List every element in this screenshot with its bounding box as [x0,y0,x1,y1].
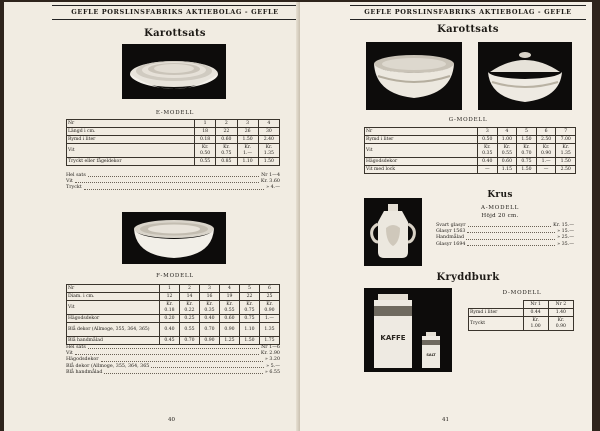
f-model-label: F-MODELL [156,273,194,279]
e-model-label: E-MODELL [155,110,195,116]
page-number: 41 [442,417,449,423]
line-value: Kr. 15.— [553,223,574,228]
list-item [66,370,280,376]
table-row [67,158,280,166]
f-model-bowls-photo [122,212,226,264]
price-cell: 0.40 [478,158,498,166]
krus-prices [436,223,574,248]
line-value: Kr. 3.60 [260,179,280,185]
row-label: Längd i cm. [67,128,195,136]
table-cell: 1.50 [517,136,537,144]
price-cell: 0.45 [160,337,180,345]
row-label: Tryckt eller fågeldekor [67,158,195,166]
page-number: 40 [168,417,175,423]
table-cell: 14 [180,293,200,301]
price-cell: — [478,166,498,174]
price-cell: 1.— [260,315,280,323]
table-cell: 0.60 [216,136,237,144]
decorated-bowl-image [366,42,462,110]
table-row [67,301,280,315]
table-header: Nr 1 [523,301,548,309]
line-label: Svart glasyr [436,223,466,228]
price-cell: 0.90 [200,337,220,345]
line-value: Nr 1—6 [261,345,280,350]
table-row [67,323,280,337]
row-label: Blå handmålad [67,337,160,345]
price-cell: 0.70 [200,323,220,337]
kryddburk-model-label: D-MODELL [502,290,542,296]
row-label: Diam. i cm. [67,293,160,301]
table-cell: 6 [536,128,556,136]
table-cell: 1.00 [497,136,517,144]
list-item [436,242,574,248]
row-label: Tryckt [469,317,524,331]
g-model-bowl-photo [366,42,462,110]
row-label: Rymd i liter [67,136,195,144]
line-label: Vit [66,351,73,357]
line-value: » 4.— [266,185,280,191]
left-page-header: GEFLE PORSLINSFABRIKS AKTIEBOLAG - GEFLE [52,5,298,20]
table-row [67,144,280,158]
table-cell: 4 [258,120,279,128]
price-cell: Kr. 1.35 [556,144,576,158]
jar-label-kaffe: KAFFE [380,334,406,342]
price-cell: 0.55 [180,323,200,337]
table-cell: 7.00 [556,136,576,144]
kryddburk-title: Kryddburk [436,272,500,283]
row-label: Vit med lock [365,166,478,174]
row-label: Rymd i liter [469,309,524,317]
price-cell: 0.60 [220,315,240,323]
price-cell: 0.25 [180,315,200,323]
row-label: Vit [365,144,478,158]
price-cell: 0.70 [180,337,200,345]
line-value: » 5.— [266,363,280,369]
row-label: Nr [365,128,478,136]
table-cell: 2.50 [536,136,556,144]
table-cell: 4 [220,285,240,293]
row-label: Vit [67,301,160,315]
line-value: Kr. 2.90 [260,351,280,357]
table-row [469,309,574,317]
table-row [67,285,280,293]
price-cell: Kr. 0.70 [517,144,537,158]
price-cell: Kr. 1.— [237,144,258,158]
table-row [365,158,576,166]
row-label: Nr [67,285,160,293]
e-model-set-prices [66,173,280,192]
price-cell: 0.85 [216,158,237,166]
lidded-bowl-image [478,42,572,110]
line-label: Glasyr 1694 [436,241,466,247]
table-cell: 3 [237,120,258,128]
table-cell: 0.50 [478,136,498,144]
right-page-header: GEFLE PORSLINSFABRIKS AKTIEBOLAG - GEFLE [350,5,586,20]
table-cell: 1.40 [548,309,573,317]
table-row [67,120,280,128]
table-cell: 2 [216,120,237,128]
table-row [365,128,576,136]
krus-model-label: A-MODELL [480,205,520,211]
table-cell: 2 [180,285,200,293]
line-label: Tryckt [66,185,82,191]
table-cell: 3 [478,128,498,136]
price-cell: 0.40 [200,315,220,323]
line-value: » 15.— [557,229,574,235]
table-row [67,128,280,136]
price-cell: 0.75 [517,158,537,166]
price-cell: 2.50 [556,166,576,174]
jar-label-salt: SALT [426,353,436,357]
table-cell: 26 [237,128,258,136]
price-cell: 1.50 [240,337,260,345]
line-value: Nr 1—4 [261,173,280,178]
price-cell: Kr. 0.75 [216,144,237,158]
row-label: Vit [67,144,195,158]
e-model-table [66,119,280,166]
table-cell: 19 [220,293,240,301]
line-label: Hägodsdekor [66,357,99,363]
krus-height: Höjd 20 cm. [481,213,519,219]
spice-jars-image [364,288,452,372]
price-cell: Kr. 0.35 [200,301,220,315]
price-cell: 0.55 [195,158,216,166]
table-cell: 25 [260,293,280,301]
jug-image [364,198,422,266]
price-cell: 0.40 [160,323,180,337]
price-cell: 1.— [536,158,556,166]
price-cell: Kr. 0.35 [478,144,498,158]
line-label: Handmålad [436,235,465,241]
line-label: Glasyr 1563 [436,229,466,235]
table-cell: 3 [200,285,220,293]
price-cell: Kr. 0.50 [195,144,216,158]
stacked-bowls-image [122,44,226,99]
left-page [4,2,300,431]
table-cell: 12 [160,293,180,301]
price-cell: Kr. 0.90 [548,317,573,331]
table-row [469,301,574,309]
table-cell: 1 [160,285,180,293]
kryddburk-table [468,300,574,331]
blank-cell [469,301,524,309]
price-cell: Kr. 0.22 [180,301,200,315]
price-cell: 1.75 [260,337,280,345]
table-cell: 30 [258,128,279,136]
price-cell: 0.60 [497,158,517,166]
row-label: Blå dekor (Allmoge, 355, 364, 365) [67,323,160,337]
row-label: Rymd i liter [365,136,478,144]
price-cell: 1.50 [258,158,279,166]
f-model-table [66,284,280,345]
price-cell: 1.25 [220,337,240,345]
row-label: Nr [67,120,195,128]
price-cell: 1.50 [517,166,537,174]
table-cell: 5 [517,128,537,136]
table-cell: 1 [195,120,216,128]
table-row [67,293,280,301]
price-cell: 1.50 [556,158,576,166]
line-label: Hel sats [66,173,86,178]
price-cell: Kr. 0.18 [160,301,180,315]
table-cell: 22 [240,293,260,301]
price-cell: 1.10 [240,323,260,337]
price-cell: 0.90 [220,323,240,337]
right-page [300,2,592,431]
right-title: Karottsats [437,24,499,35]
g-model-lidded-bowl-photo [478,42,572,110]
price-cell: Kr. 0.55 [497,144,517,158]
table-cell: 22 [216,128,237,136]
table-row [365,166,576,174]
table-cell: 18 [195,128,216,136]
table-header: Nr 2 [548,301,573,309]
table-row [67,315,280,323]
table-cell: 2.40 [258,136,279,144]
price-cell: 1.15 [497,166,517,174]
table-cell: 6 [260,285,280,293]
price-cell: 1.10 [237,158,258,166]
table-row [365,136,576,144]
row-label: Hägodsdekor [365,158,478,166]
krus-photo [364,198,422,266]
g-model-label: G-MODELL [448,117,488,123]
price-cell: 0.20 [160,315,180,323]
price-cell: — [536,166,556,174]
price-cell: 1.35 [260,323,280,337]
price-cell: Kr. 0.90 [536,144,556,158]
line-value: » 35.— [557,241,574,247]
left-title: Karottsats [144,28,206,39]
nested-bowls-image [122,212,226,264]
table-cell: 7 [556,128,576,136]
table-cell: 4 [497,128,517,136]
g-model-table [364,127,576,174]
e-model-bowls-photo [122,44,226,99]
price-cell: Kr. 1.00 [523,317,548,331]
table-row [365,144,576,158]
price-cell: 0.75 [240,315,260,323]
kryddburk-photo [364,288,452,372]
line-value: » 25.— [557,235,574,241]
table-cell: 0.18 [195,136,216,144]
line-label: Hel sats [66,345,86,350]
line-label: Vit [66,179,73,185]
line-value: » 3.20 [264,357,280,363]
line-label: Blå dekor (Allmoge, 355, 364, 365 [66,363,150,369]
price-cell: Kr. 1.35 [258,144,279,158]
price-cell: Kr. 0.55 [220,301,240,315]
price-cell: Kr. 0.90 [260,301,280,315]
table-cell: 5 [240,285,260,293]
table-cell: 1.50 [237,136,258,144]
f-model-set-prices [66,345,280,376]
list-item [66,185,280,191]
line-value: » 6.55 [264,369,280,375]
krus-title: Krus [487,190,513,200]
line-label: Blå handmålad [66,369,103,375]
row-label: Hägodsdekor [67,315,160,323]
table-cell: 0.44 [523,309,548,317]
table-row [67,337,280,345]
price-cell: Kr. 0.75 [240,301,260,315]
table-row [469,317,574,331]
table-row [67,136,280,144]
table-cell: 16 [200,293,220,301]
